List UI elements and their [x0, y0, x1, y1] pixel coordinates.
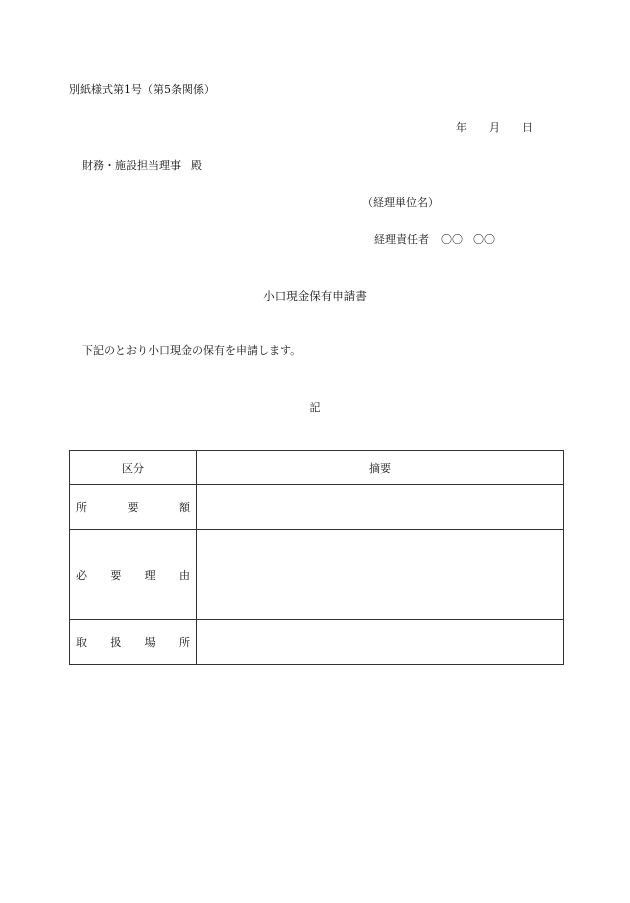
label-char: 所	[178, 636, 190, 649]
date-day: 日	[522, 121, 533, 134]
table-row-handling-location	[70, 620, 564, 665]
responsible-surname: 〇〇	[441, 233, 463, 246]
row-label-handling-location	[70, 620, 197, 665]
ki-heading: 記	[309, 401, 321, 414]
label-char: 由	[178, 568, 190, 582]
label-char: 要	[110, 568, 122, 582]
row-summary-reason[interactable]	[197, 530, 564, 620]
label-char: 額	[179, 501, 190, 514]
label-char: 所	[76, 501, 87, 514]
row-summary-required-amount[interactable]	[197, 485, 564, 530]
table-row-required-amount	[70, 485, 564, 530]
table-row-reason	[70, 530, 564, 620]
label-char: 場	[144, 636, 156, 649]
header-summary: 摘要	[197, 451, 564, 485]
request-table	[69, 450, 564, 665]
addressee	[82, 157, 202, 173]
date-line	[456, 119, 533, 135]
date-month: 月	[489, 121, 500, 134]
table-header-row	[70, 451, 564, 485]
label-char: 必	[76, 568, 87, 582]
label-char: 理	[144, 568, 156, 582]
header-category: 区分	[70, 451, 197, 485]
date-year: 年	[456, 121, 467, 134]
row-label-reason	[70, 530, 197, 620]
request-statement: 下記のとおり小口現金の保有を申請します。	[82, 344, 302, 357]
form-number: 別紙様式第1号（第5条関係）	[69, 83, 215, 96]
row-label-required-amount	[70, 485, 197, 530]
label-char: 要	[127, 501, 139, 514]
responsible-person	[374, 231, 495, 247]
label-char: 扱	[110, 636, 122, 649]
accounting-unit-name: （経理単位名）	[362, 196, 439, 209]
addressee-name: 財務・施設担当理事	[82, 159, 181, 172]
label-char: 取	[76, 636, 87, 649]
addressee-honorific: 殿	[191, 159, 202, 172]
row-summary-handling-location[interactable]	[197, 620, 564, 665]
document-title: 小口現金保有申請書	[263, 289, 367, 303]
responsible-label: 経理責任者	[374, 233, 429, 246]
responsible-given-name: 〇〇	[473, 233, 495, 246]
